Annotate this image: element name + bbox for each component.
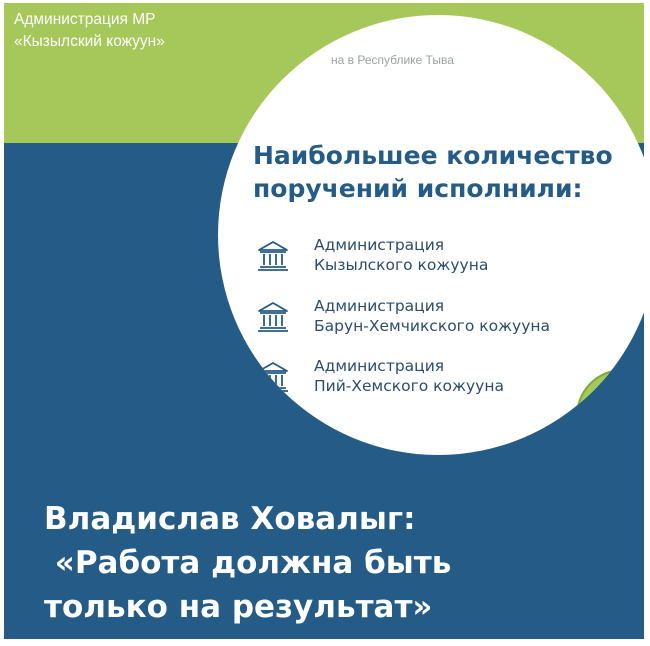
heading-line-2: поручений исполнили: [253,174,583,203]
item-line-1: Администрация [314,357,445,375]
clipping-partial-header: на в Республике Тыва [331,53,454,67]
headline-line-2: «Работа должна быть [44,545,452,581]
item-line-2: Пий-Хемского кожууна [314,377,504,395]
headline [44,497,451,629]
news-card [4,3,644,639]
government-building-icon [256,300,290,334]
item-line-2: Кызылского кожууна [314,256,489,274]
org-title-line-1: Администрация МР [14,11,156,28]
list-item [256,235,488,275]
clipping-heading [253,139,613,205]
org-title-line-2: «Кызылский кожуун» [14,33,165,50]
list-item [256,356,504,396]
item-line-1: Администрация [314,236,445,254]
item-line-2: Барун-Хемчикского кожууна [314,317,551,335]
heading-line-1: Наибольшее количество [253,141,613,170]
headline-line-3: только на результат» [44,589,433,625]
item-line-1: Администрация [314,297,445,315]
headline-line-1: Владислав Ховалыг: [44,501,416,537]
green-decorative-circle [576,369,644,455]
clipping-circle [218,15,644,455]
government-building-icon [256,360,290,394]
list-item [256,296,550,336]
organization-title [14,9,165,53]
government-building-icon [256,239,290,273]
